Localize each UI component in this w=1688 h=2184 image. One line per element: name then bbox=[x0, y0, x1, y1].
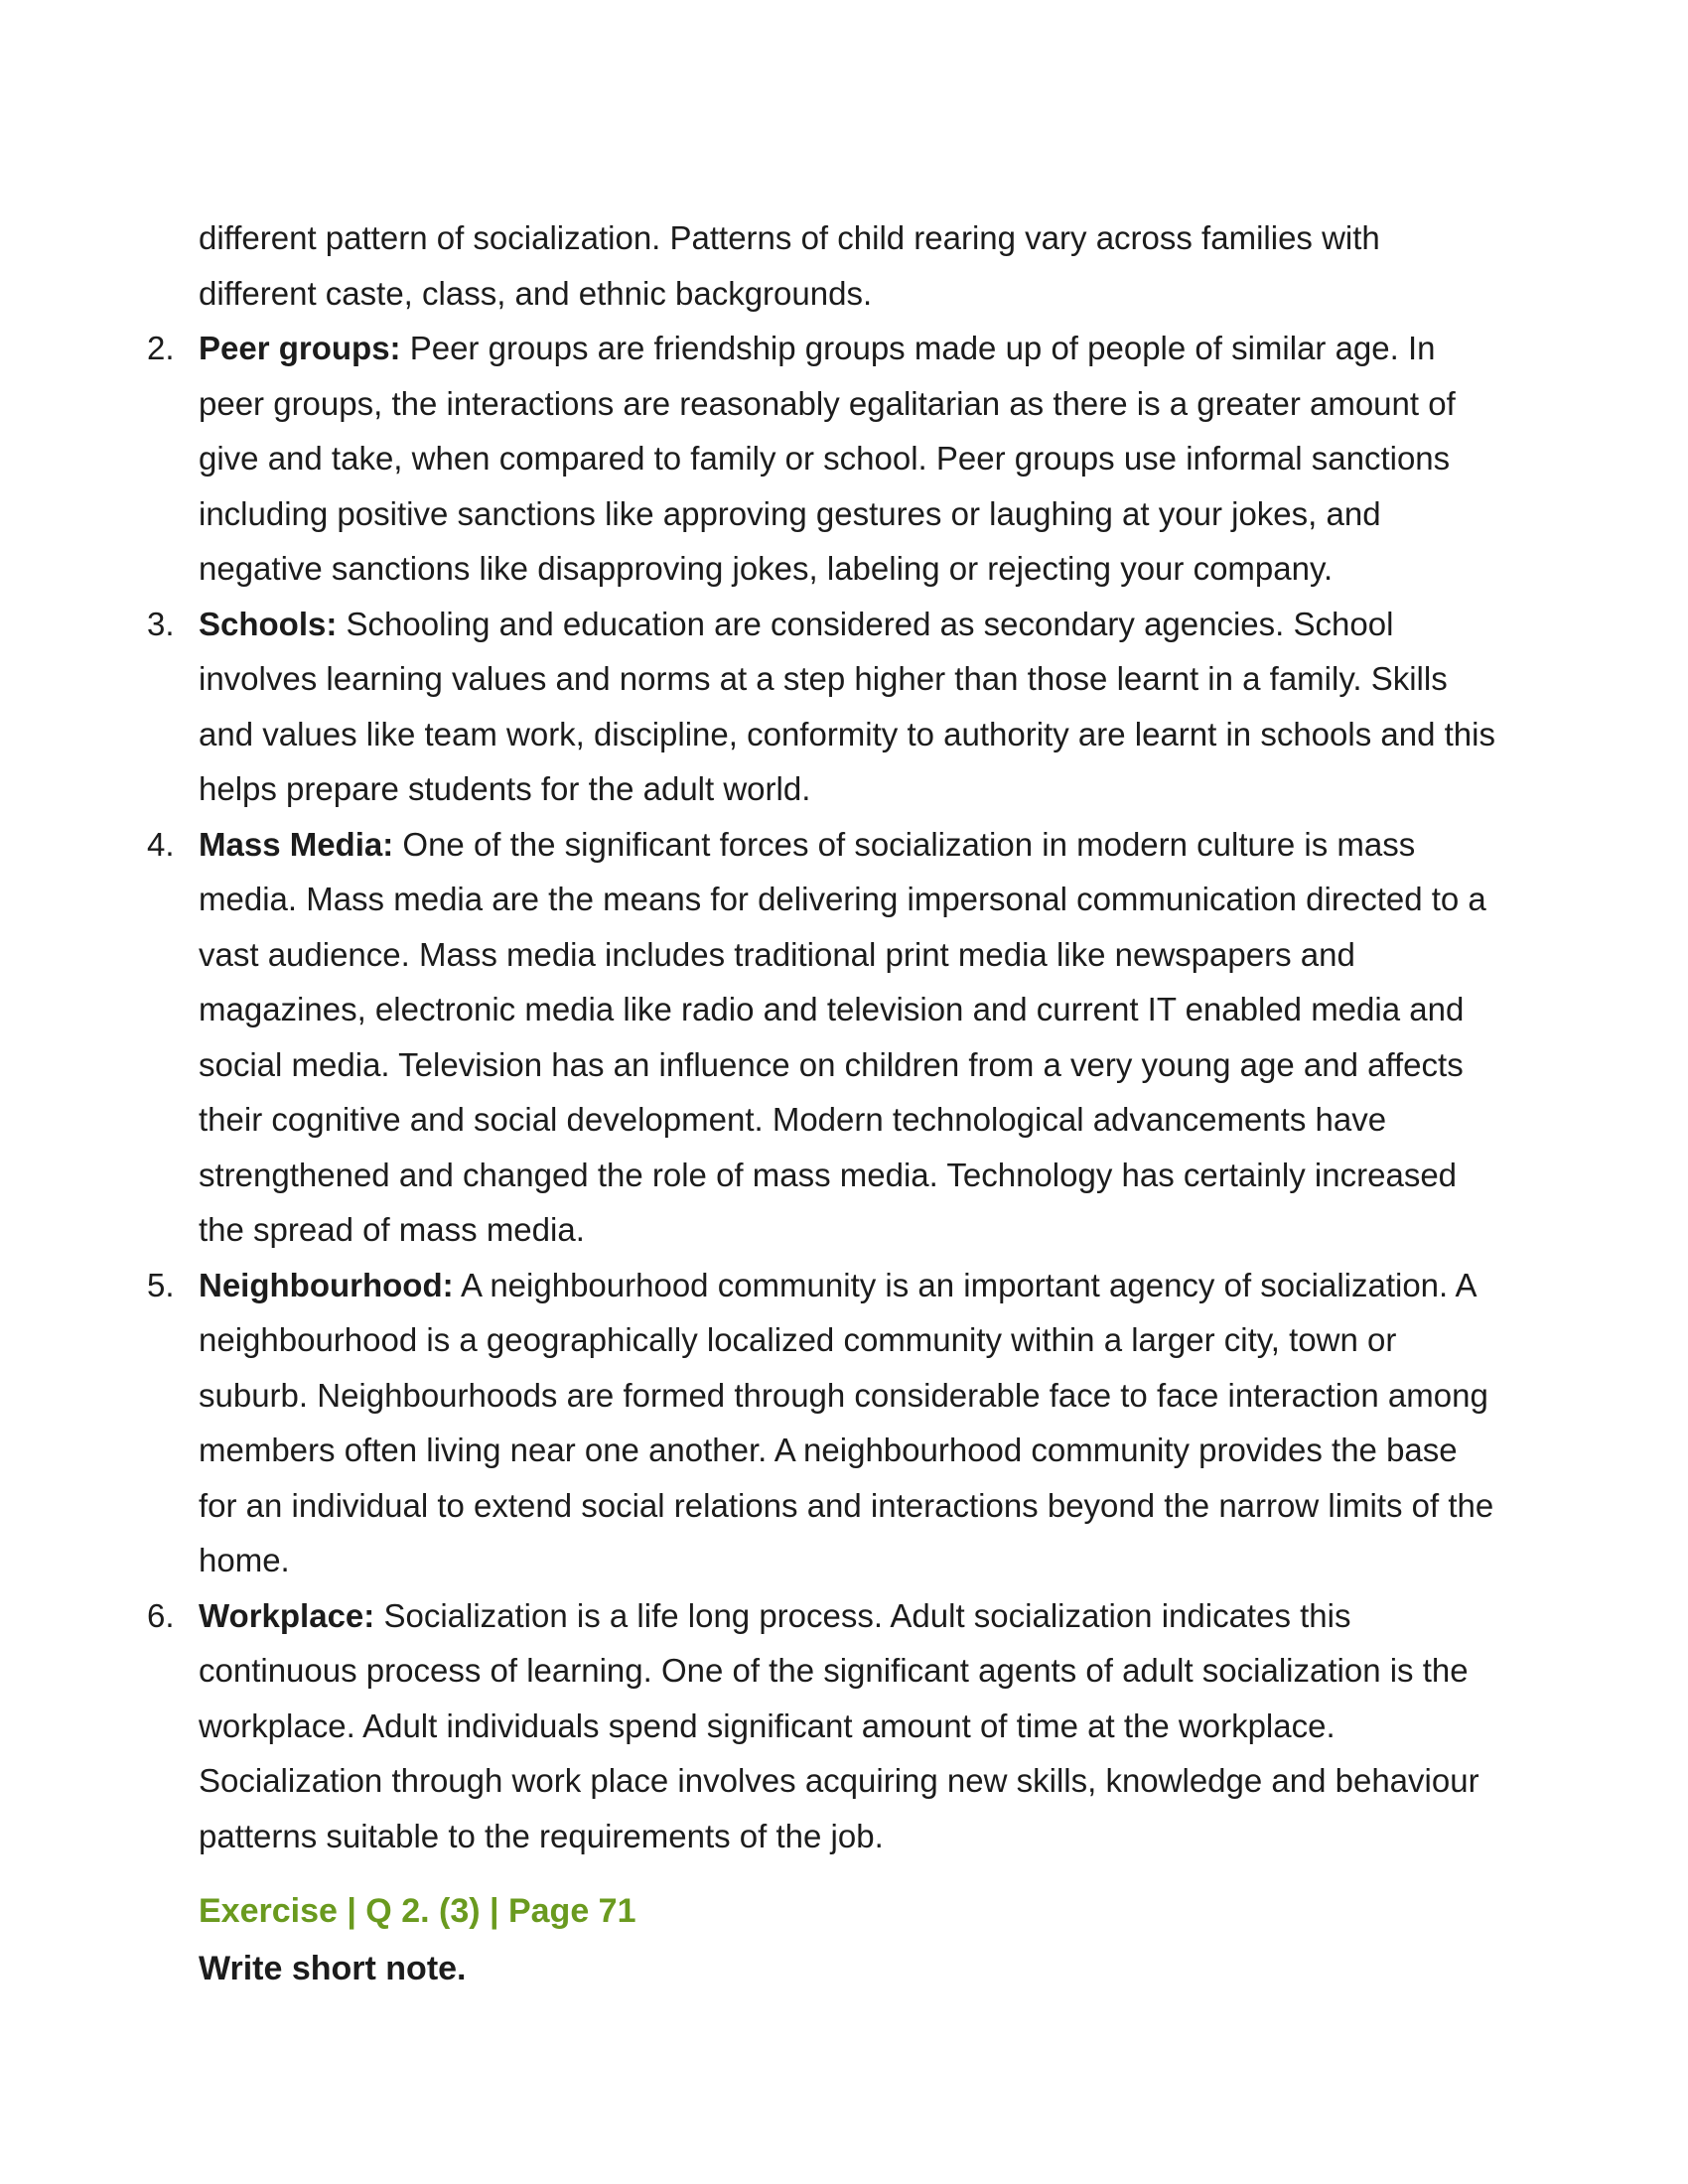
list-item-description: Peer groups are friendship groups made up of people of similar age. In peer groups, the interactions are reasonably egalitarian as there is a greater amount of give and take, when compared to family or school. Peer groups use informal sanctions including positive sanctions like approving gestures or laughing at your jokes, and negative sanctions like disapproving jokes, labeling or rejecting your company. bbox=[199, 330, 1456, 587]
list-item-number: 2. bbox=[147, 330, 175, 366]
list-item-term: Mass Media: bbox=[199, 825, 394, 863]
list-item-description: Socialization is a life long process. Adult socialization indicates this continuous process of learning. One of the significant agents of adult socialization is the workplace. Adult individuals spend significant amount of time at the workplace. Socialization through work place involves acquiring new skills, knowledge and behaviour patterns suitable to the requirements of the job. bbox=[199, 1596, 1479, 1854]
list-item-description: One of the significant forces of socialization in modern culture is mass media. Mass media are the means for delivering impersonal communication directed to a vast audience. Mass media includes traditional print media like newspapers and magazines, electronic media like radio and television and current IT enabled media and social media. Television has an influence on children from a very young age and affects their cognitive and social development. Modern technological advancements have strengthened and changed the role of mass media. Technology has certainly increased the spread of mass media. bbox=[199, 825, 1486, 1248]
list-item-number: 4. bbox=[147, 825, 175, 863]
list-item-term: Peer groups: bbox=[199, 330, 401, 366]
exercise-heading: Exercise | Q 2. (3) | Page 71 bbox=[199, 1892, 636, 1930]
list-item-description: Schooling and education are considered as secondary agencies. School involves learning values and norms at a step higher than those learnt in a family. Skills and values like team work, discipline, conformity to authority are learnt in schools and this helps prepare students for the adult world. bbox=[199, 605, 1495, 807]
list-item-description: A neighbourhood community is an important agency of socialization. A neighbourhood is a geographically localized community within a larger city, town or suburb. Neighbourhoods are formed through considerable face to face interaction among members often living near one another. A neighbourhood community provides the base for an individual to extend social relations and interactions beyond the narrow limits of the home. bbox=[199, 1266, 1494, 1578]
list-item-neighbourhood bbox=[147, 1258, 1499, 1588]
list-item-term: Schools: bbox=[199, 605, 338, 642]
list-item-mass-media bbox=[147, 817, 1499, 1258]
list-item-peer-groups bbox=[147, 321, 1499, 597]
continued-paragraph: different pattern of socialization. Patterns of child rearing vary across families with different caste, class, and ethnic backgrounds. bbox=[199, 219, 1380, 312]
list-item-term: Workplace: bbox=[199, 1596, 375, 1634]
list-item-workplace bbox=[147, 1588, 1499, 1864]
list-item-term: Neighbourhood: bbox=[199, 1266, 454, 1303]
list-item-schools bbox=[147, 597, 1499, 817]
list-item-number: 5. bbox=[147, 1266, 175, 1303]
agents-of-socialization-list bbox=[147, 321, 1499, 1863]
exercise-question: Write short note. bbox=[199, 1950, 467, 1987]
list-item-number: 6. bbox=[147, 1596, 175, 1634]
page-content bbox=[147, 210, 1499, 1996]
list-item-number: 3. bbox=[147, 605, 175, 642]
